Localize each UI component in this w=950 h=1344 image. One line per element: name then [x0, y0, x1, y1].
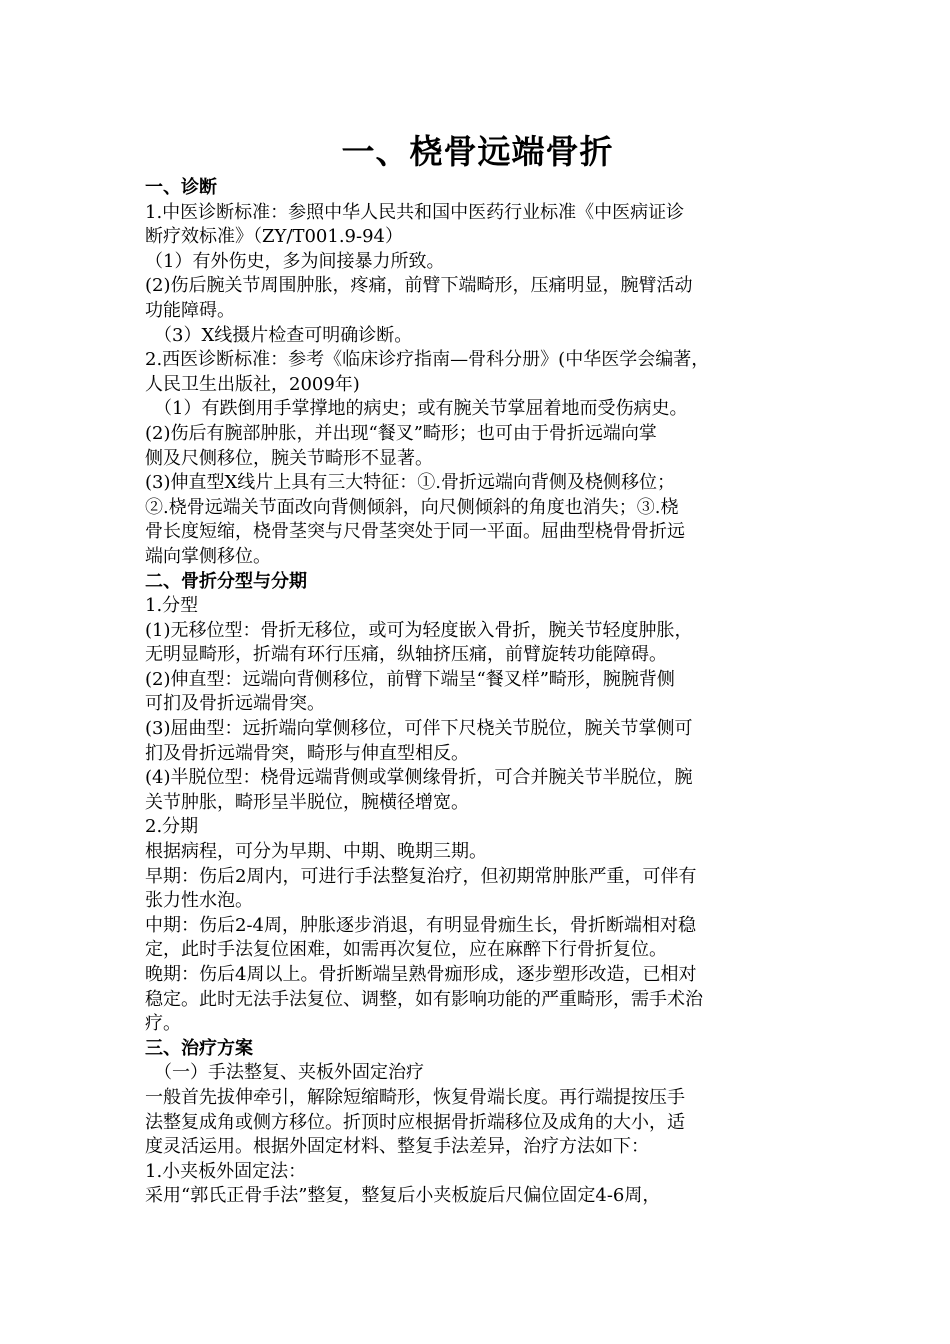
text-line: 晚期：伤后4周以上。骨折断端呈熟骨痂形成，逐步塑形改造，已相对 [145, 964, 697, 985]
document-title: 一、桡骨远端骨折 [341, 132, 614, 171]
text-line: 1.分型 [145, 595, 199, 617]
text-line: 一般首先拔伸牵引，解除短缩畸形，恢复骨端长度。再行端提按压手 [145, 1086, 685, 1108]
text-line: (2)伸直型：远端向背侧移位，前臂下端呈“餐叉样”畸形，腕腕背侧 [145, 668, 675, 690]
text-line: 根据病程，可分为早期、中期、晚期三期。 [145, 841, 487, 863]
text-line: 人民卫生出版社，2009年) [145, 373, 360, 395]
text-line: 1.小夹板外固定法： [145, 1160, 307, 1182]
document-page [145, 130, 810, 1209]
section-heading: 三、治疗方案 [145, 1037, 253, 1059]
text-line: （一）手法整复、夹板外固定治疗 [154, 1062, 424, 1084]
text-line: 张力性水泡。 [145, 890, 253, 912]
text-line: 采用“郭氏正骨手法”整复，整复后小夹板旋后尺偏位固定4-6周， [145, 1185, 661, 1207]
text-line: (3)伸直型X线片上具有三大特征：①.骨折远端向背侧及桡侧移位； [145, 472, 676, 494]
text-line: 端向掌侧移位。 [145, 545, 271, 567]
text-line: 2.西医诊断标准：参考《临床诊疗指南—骨科分册》(中华医学会编著， [145, 349, 710, 371]
text-line: （1）有外伤史，多为间接暴力所致。 [145, 250, 445, 272]
text-line: (3)屈曲型：远折端向掌侧移位，可伴下尺桡关节脱位，腕关节掌侧可 [145, 718, 693, 740]
section-heading: 二、骨折分型与分期 [145, 570, 307, 592]
text-line: 稳定。此时无法手法复位、调整，如有影响功能的严重畸形，需手术治 [145, 988, 703, 1010]
text-line: ②.桡骨远端关节面改向背侧倾斜，向尺侧倾斜的角度也消失；③.桡 [145, 496, 679, 518]
text-line: 定，此时手法复位困难，如需再次复位，应在麻醉下行骨折复位。 [145, 939, 667, 961]
text-line: 无明显畸形，折端有环行压痛，纵轴挤压痛，前臂旋转功能障碍。 [145, 644, 667, 666]
text-line: 功能障碍。 [145, 299, 235, 321]
text-line: (1)无移位型：骨折无移位，或可为轻度嵌入骨折，腕关节轻度肿胀， [145, 619, 693, 641]
text-line: (4)半脱位型：桡骨远端背侧或掌侧缘骨折，可合并腕关节半脱位，腕 [145, 767, 693, 789]
text-line: (2)伤后有腕部肿胀，并出现“餐叉”畸形；也可由于骨折远端向掌 [145, 422, 657, 444]
text-line: 可扪及骨折远端骨突。 [145, 693, 325, 715]
text-line: 中期：伤后2-4周，肿胀逐步消退，有明显骨痂生长，骨折断端相对稳 [145, 914, 696, 936]
text-line: 2.分期 [145, 816, 199, 838]
text-line: （3）X线摄片检查可明确诊断。 [154, 324, 413, 346]
text-line: 度灵活运用。根据外固定材料、整复手法差异，治疗方法如下： [145, 1136, 649, 1158]
text-line: 关节肿胀，畸形呈半脱位，腕横径增宽。 [145, 791, 469, 813]
text-line: （1）有跌倒用手掌撑地的病史；或有腕关节掌屈着地而受伤病史。 [154, 398, 688, 420]
text-line: 断疗效标准》（ZY/T001.9-94） [145, 226, 403, 248]
text-line: 疗。 [145, 1013, 181, 1035]
text-line: 侧及尺侧移位，腕关节畸形不显著。 [145, 447, 433, 469]
section-heading: 一、诊断 [145, 177, 217, 198]
text-line: 1.中医诊断标准：参照中华人民共和国中医药行业标准《中医病证诊 [145, 201, 685, 223]
text-line: 骨长度短缩，桡骨茎突与尺骨茎突处于同一平面。屈曲型桡骨骨折远 [145, 521, 685, 543]
text-line: 早期：伤后2周内，可进行手法整复治疗，但初期常肿胀严重，可伴有 [145, 865, 697, 887]
text-line: 法整复成角或侧方移位。折顶时应根据骨折端移位及成角的大小，适 [145, 1111, 685, 1133]
text-line: (2)伤后腕关节周围肿胀，疼痛，前臂下端畸形，压痛明显，腕臂活动 [145, 275, 693, 297]
text-line: 扪及骨折远端骨突，畸形与伸直型相反。 [145, 742, 469, 764]
document-body [145, 176, 810, 1209]
